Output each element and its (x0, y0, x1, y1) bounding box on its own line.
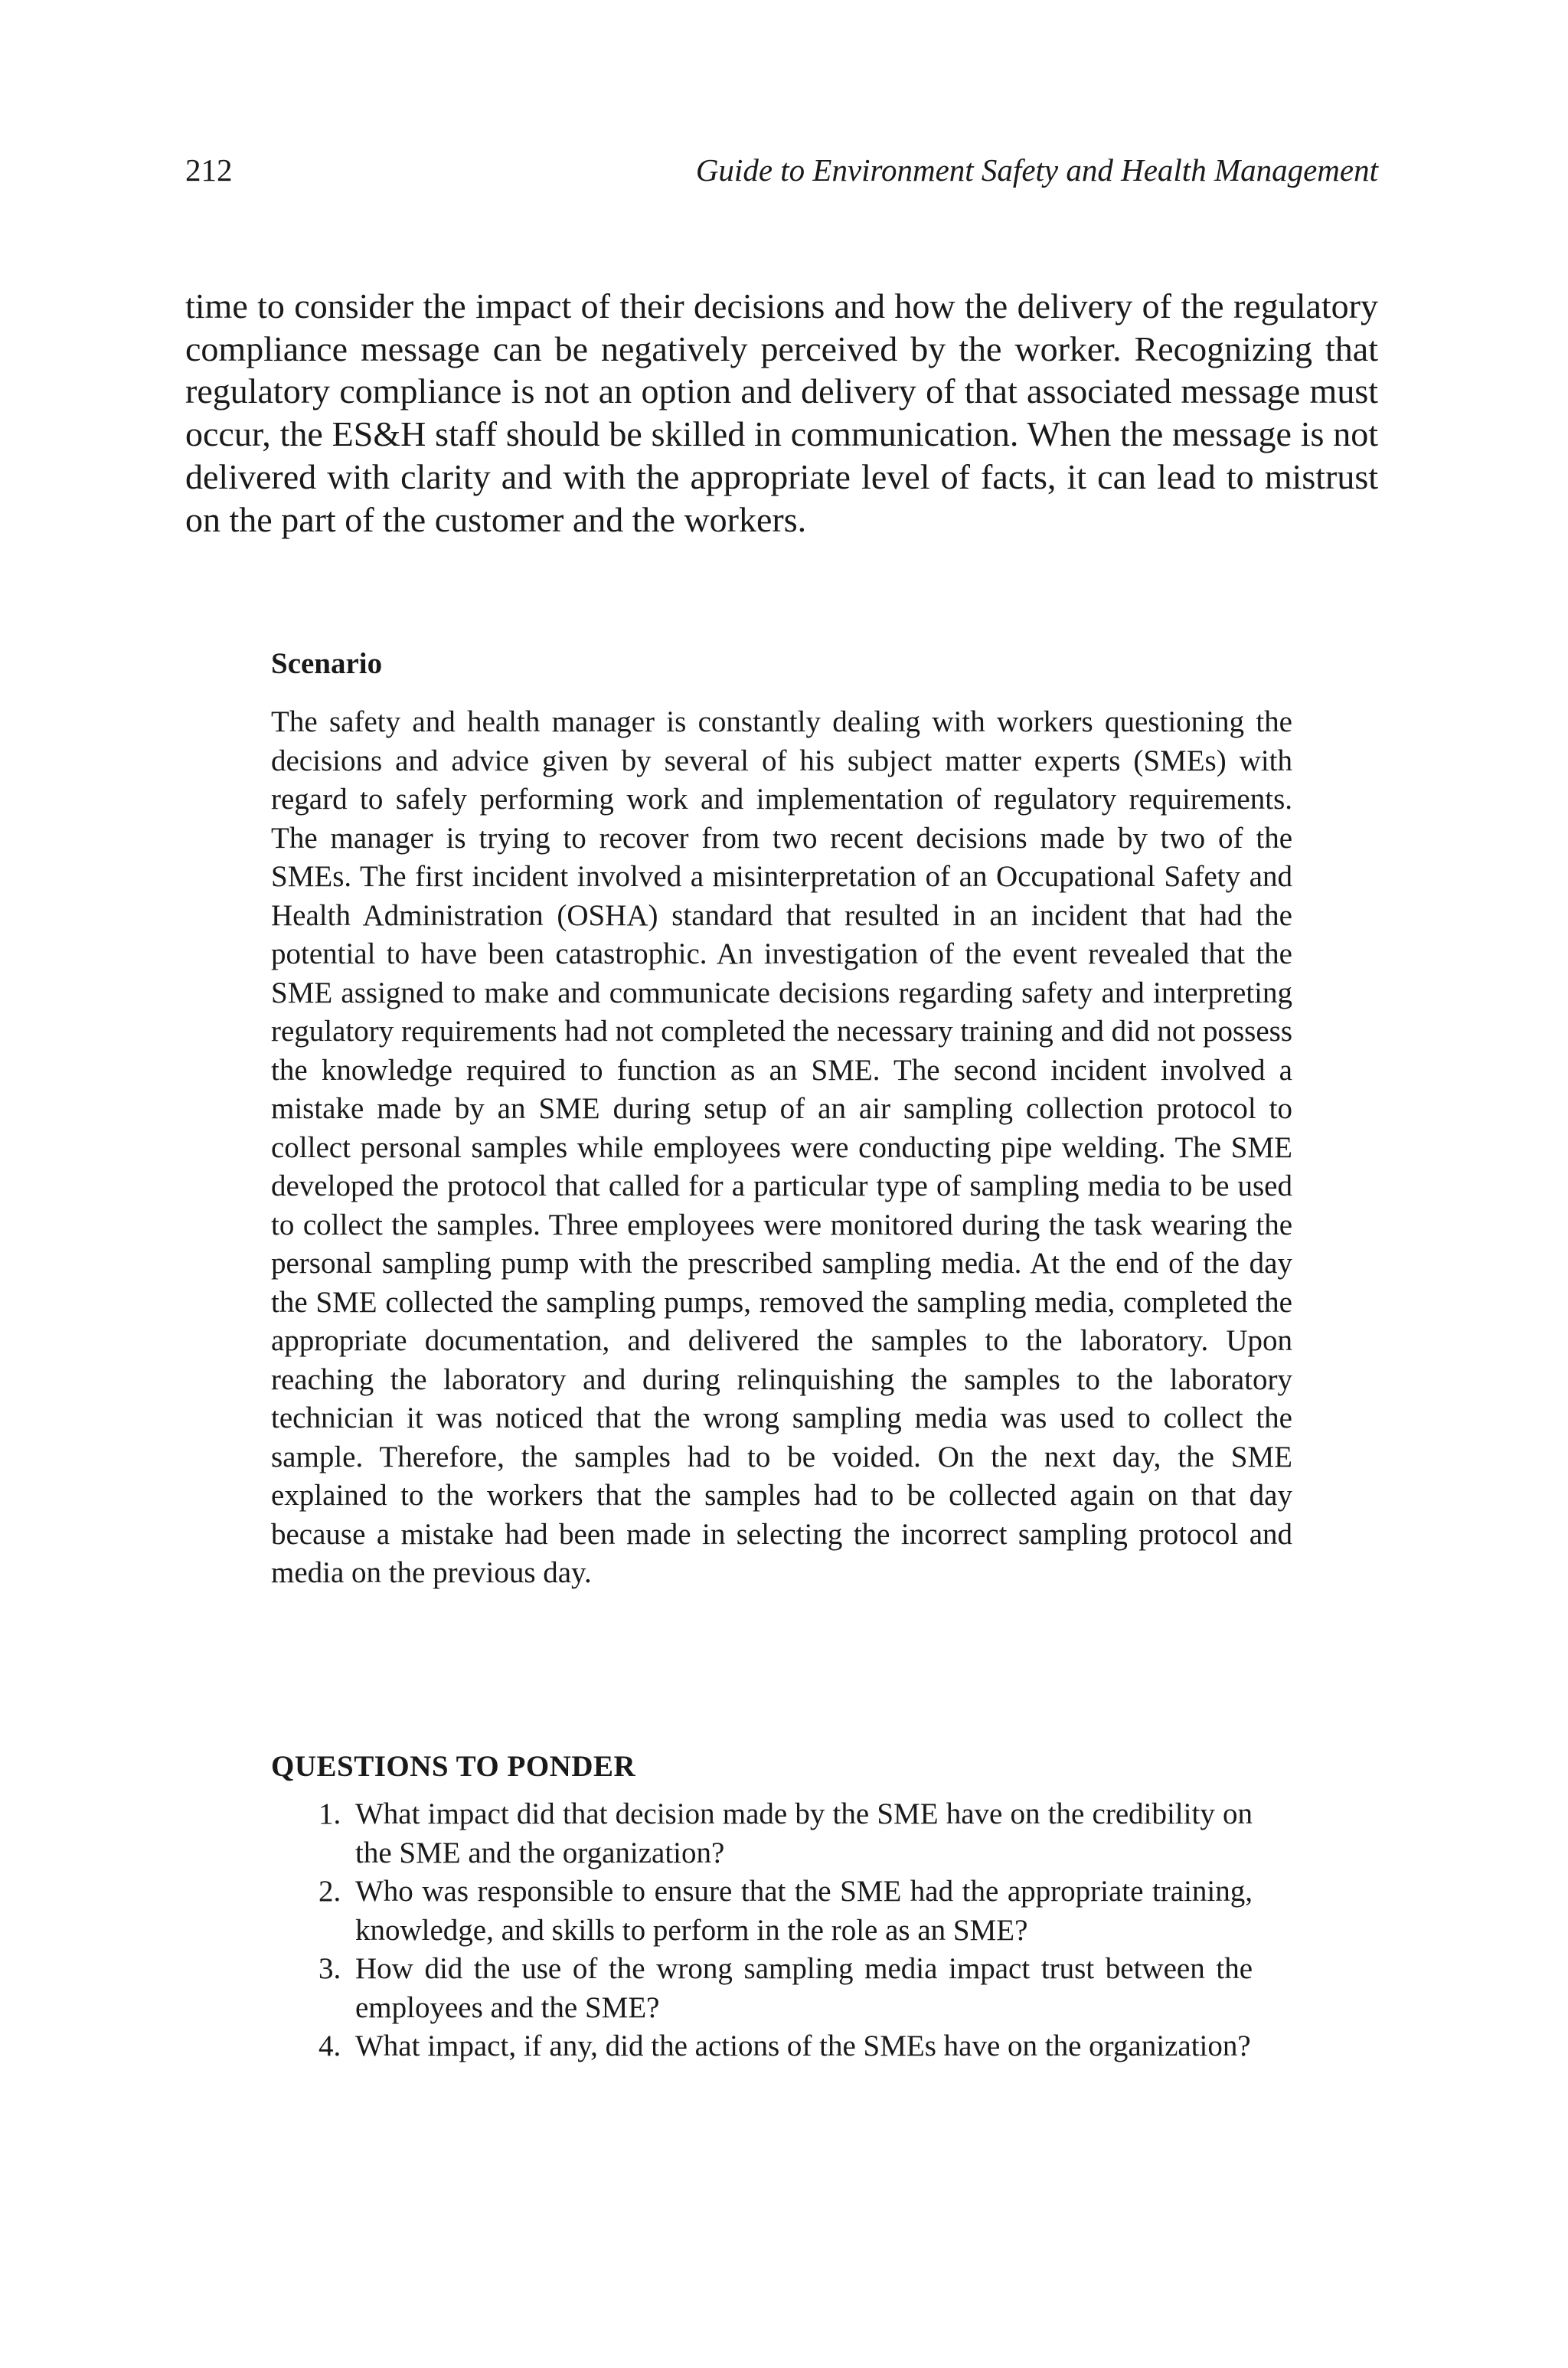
question-number: 3. (318, 1952, 341, 1985)
scenario-heading: Scenario (271, 647, 383, 680)
question-text: How did the use of the wrong sampling media impact trust between the employees and the SME? (355, 1952, 1253, 2024)
question-item (271, 1950, 1253, 2027)
question-text: What impact, if any, did the actions of the SMEs have on the organization? (355, 2029, 1251, 2062)
question-number: 4. (318, 2029, 341, 2062)
question-text: What impact did that decision made by the SME have on the credibility on the SME and the organization? (355, 1797, 1253, 1869)
question-item (271, 1872, 1253, 1950)
running-head (185, 147, 1378, 193)
questions-heading: QUESTIONS TO PONDER (271, 1750, 636, 1783)
questions-list (271, 1795, 1253, 2066)
book-title: Guide to Environment Safety and Health Management (695, 152, 1378, 188)
question-item (271, 2027, 1253, 2066)
question-text: Who was responsible to ensure that the SME had the appropriate training, knowledge, and skills to perform in the role as an SME? (355, 1875, 1253, 1947)
scenario-body: The safety and health manager is constantly dealing with workers questioning the decisions and advice given by several of his subject matter experts (SMEs) with regard to safely performing work and implementation of regulatory requirements. The manager is trying to recover from two recent decisions made by two of the SMEs. The first incident involved a misinterpretation of an Occupational Safety and Health Administration (OSHA) standard that resulted in an incident that had the potential to have been catastrophic. An investigation of the event revealed that the SME assigned to make and communicate decisions regarding safety and interpreting regulatory requirements had not completed the necessary training and did not possess the knowledge required to function as an SME. The second incident involved a mistake made by an SME during setup of an air sampling collection protocol to collect personal samples while employees were conducting pipe welding. The SME developed the protocol that called for a particular type of sampling media to be used to collect the samples. Three employees were monitored during the task wearing the personal sampling pump with the prescribed sampling media. At the end of the day the SME collected the sampling pumps, removed the sampling media, completed the appropriate documentation, and delivered the samples to the laboratory. Upon reaching the laboratory and during relinquishing the samples to the laboratory technician it was noticed that the wrong sampling media was used to collect the sample. Therefore, the samples had to be voided. On the next day, the SME explained to the workers that the samples had to be collected again on that day because a mistake had been made in selecting the incorrect sampling protocol and media on the previous day. (271, 705, 1292, 1589)
question-number: 2. (318, 1875, 341, 1908)
page-number: 212 (185, 152, 233, 188)
question-item (271, 1795, 1253, 1872)
intro-paragraph: time to consider the impact of their decisions and how the delivery of the regulatory compliance message can be negatively perceived by the worker. Recognizing that regulatory compliance is not an option and delivery of that associated message must occur, the ES&H staff should be skilled in communication. When the message is not delivered with clarity and with the appropriate level of facts, it can lead to mistrust on the part of the customer and the workers. (185, 286, 1378, 539)
question-number: 1. (318, 1797, 341, 1830)
